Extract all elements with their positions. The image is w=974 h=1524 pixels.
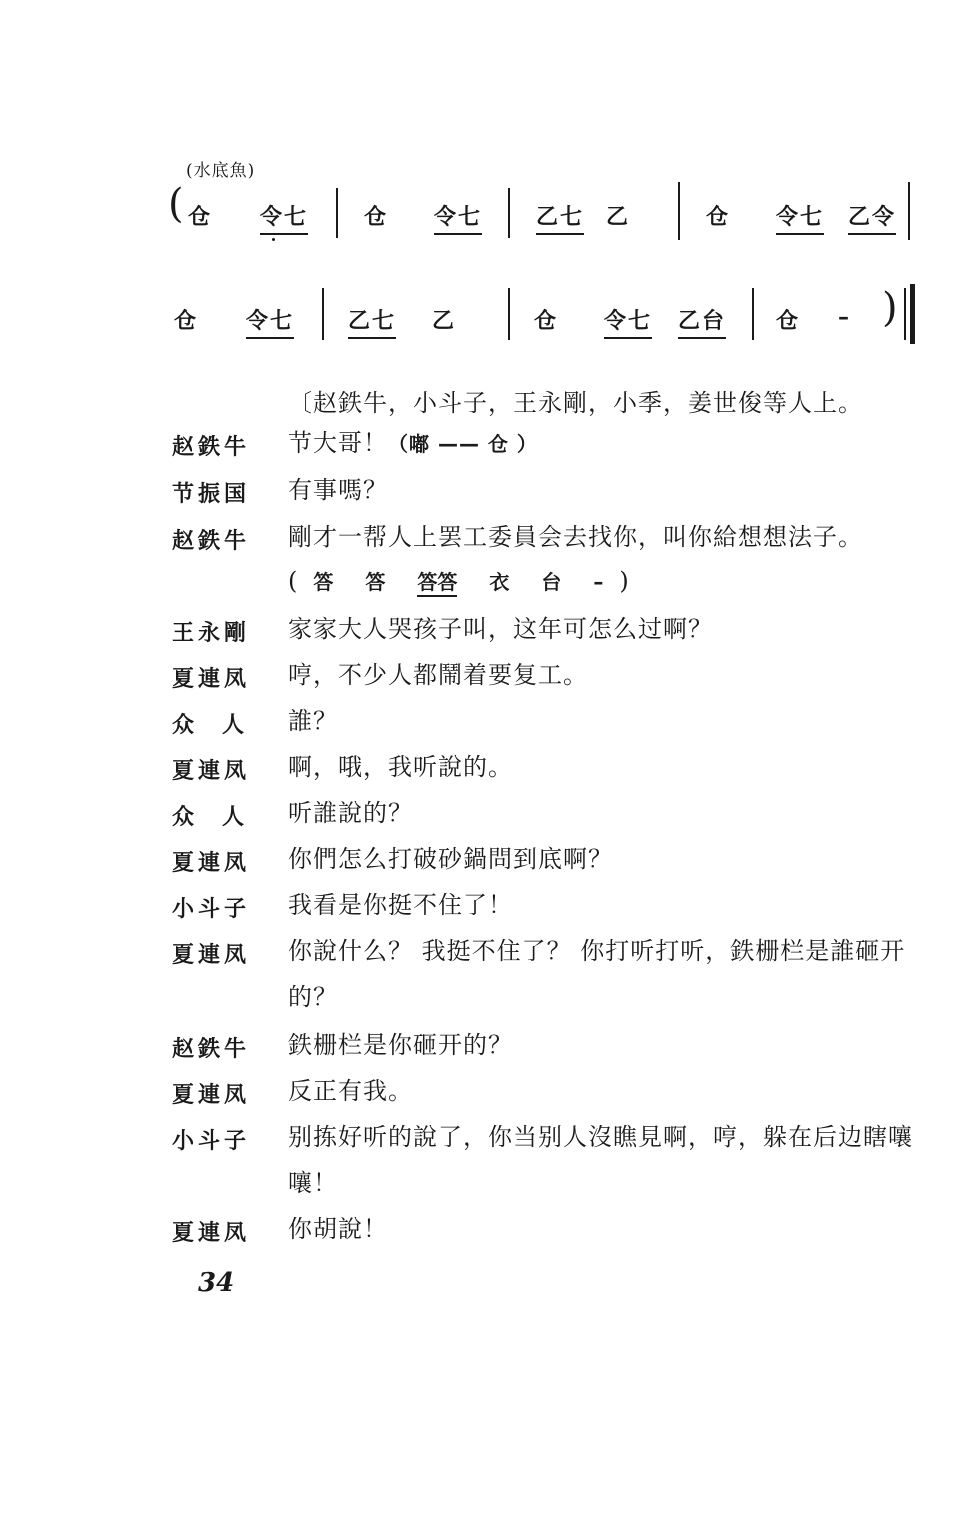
speaker: 小斗子: [172, 1129, 251, 1154]
barline: [752, 288, 754, 340]
speaker: 王永剛: [172, 621, 251, 646]
speaker: 节振国: [172, 482, 251, 507]
cue-item: 答答: [417, 566, 457, 597]
barline: [508, 188, 510, 238]
speech: 剛才一帮人上罢工委員会去找你，叫你給想想法子。: [288, 523, 863, 551]
barline: [908, 182, 910, 240]
score-note: 乙: [606, 204, 631, 230]
score-note: 令七: [604, 304, 652, 339]
speaker: 夏連凤: [172, 1221, 251, 1246]
score-dot: [272, 238, 275, 241]
cue-item: 台: [541, 570, 562, 594]
cue-item: 衣: [489, 570, 510, 594]
speech: 别拣好听的說了，你当别人沒瞧見啊，哼，躲在后边瞎嚷嚷！: [288, 1123, 913, 1197]
score-note: 仓: [776, 308, 801, 334]
cue-open: (: [288, 567, 298, 595]
barline: [508, 288, 510, 340]
cue-item: 答: [365, 570, 386, 594]
speech: 你們怎么打破砂鍋問到底啊？: [288, 845, 613, 873]
percussion-cue: [288, 566, 629, 597]
page-number: 34: [198, 1268, 235, 1298]
score-note: 乙: [432, 308, 457, 334]
speaker: 夏連凤: [172, 667, 251, 692]
speech: 啊，哦，我听說的。: [288, 753, 513, 781]
speech: 有事嗎？: [288, 476, 388, 504]
score-row-2: [168, 284, 928, 354]
score-row-1: [168, 180, 928, 250]
cue-item: –: [593, 570, 604, 594]
speech: 听誰說的？: [288, 799, 413, 827]
barline: [322, 288, 324, 340]
speaker: 夏連凤: [172, 943, 251, 968]
speaker: 赵鉄牛: [172, 529, 251, 554]
score-note: 令七: [260, 200, 308, 235]
speech: 哼，不少人都鬧着要复工。: [288, 661, 588, 689]
score-note: 仓: [364, 204, 389, 230]
score-note: –: [838, 304, 851, 330]
score-note: 令七: [246, 304, 294, 339]
speech: 誰？: [288, 707, 338, 735]
speaker: 夏連凤: [172, 1083, 251, 1108]
barline: [336, 188, 338, 238]
speech: 家家大人哭孩子叫，这年可怎么过啊？: [288, 615, 713, 643]
speech: 我看是你挺不住了！: [288, 891, 513, 919]
speaker: 小斗子: [172, 897, 251, 922]
score-open-paren: (: [168, 181, 184, 227]
score-note: 仓: [534, 308, 559, 334]
score-note: 乙七: [536, 200, 584, 235]
score-note: 令七: [776, 200, 824, 235]
final-barline-thick: [910, 284, 915, 344]
score-note: 仓: [188, 204, 213, 230]
speaker: 众人: [172, 713, 273, 738]
stage-direction: 〔赵鉄牛，小斗子，王永剛，小季，姜世俊等人上。: [288, 389, 863, 417]
score-note: 乙台: [678, 304, 726, 339]
cue-close: ): [619, 567, 629, 595]
speech: 鉄栅栏是你砸开的？: [288, 1031, 513, 1059]
speaker: 夏連凤: [172, 759, 251, 784]
speech-text: 节大哥！: [288, 429, 388, 457]
score-note: 仓: [706, 204, 731, 230]
speech: 你胡說！: [288, 1215, 388, 1243]
speech: 反正有我。: [288, 1077, 413, 1105]
score-note: 仓: [174, 308, 199, 334]
speech-cue: （嘟 —— 仓 ）: [388, 432, 538, 456]
speaker: 赵鉄牛: [172, 435, 251, 460]
speaker: 众人: [172, 805, 273, 830]
speaker: 赵鉄牛: [172, 1037, 251, 1062]
score-note: 令七: [434, 200, 482, 235]
cue-item: 答: [313, 570, 334, 594]
score-note: 乙令: [848, 200, 896, 235]
speech: 你說什么？ 我挺不住了？ 你打听打听，鉄栅栏是誰砸开的？: [288, 937, 906, 1011]
speaker: 夏連凤: [172, 851, 251, 876]
barline: [678, 182, 680, 240]
score-close-paren: ): [882, 285, 898, 331]
final-barline-thin: [904, 288, 906, 340]
tune-name: (水底魚): [186, 161, 256, 181]
speech: [288, 420, 928, 467]
score-note: 乙七: [348, 304, 396, 339]
